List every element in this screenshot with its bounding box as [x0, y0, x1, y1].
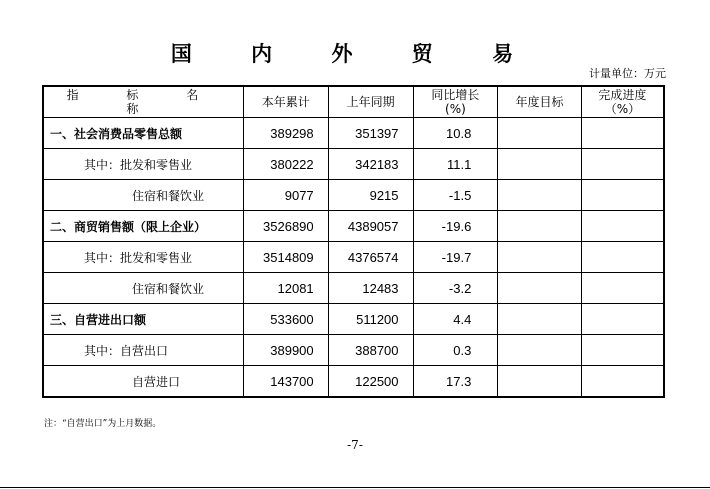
row-target	[498, 211, 581, 242]
header-progress	[581, 86, 664, 118]
row-name: 住宿和餐饮业	[43, 273, 243, 304]
row-yoy: -1.5	[413, 180, 498, 211]
row-progress	[581, 366, 664, 398]
row-yoy: 17.3	[413, 366, 498, 398]
table-row	[43, 180, 664, 211]
header-previous-year: 上年同期	[328, 86, 413, 118]
header-yoy-label: 同比增长	[431, 88, 480, 102]
header-current-year: 本年累计	[243, 86, 328, 118]
row-yoy: 10.8	[413, 118, 498, 149]
row-name: 其中：自营出口	[43, 335, 243, 366]
row-previous: 122500	[328, 366, 413, 398]
row-progress	[581, 273, 664, 304]
row-current: 389900	[243, 335, 328, 366]
row-yoy: 11.1	[413, 149, 498, 180]
row-previous: 342183	[328, 149, 413, 180]
row-yoy: -3.2	[413, 273, 498, 304]
header-progress-unit: （%）	[604, 102, 641, 116]
row-current: 9077	[243, 180, 328, 211]
row-current: 3514809	[243, 242, 328, 273]
row-progress	[581, 118, 664, 149]
row-target	[498, 149, 581, 180]
row-previous: 12483	[328, 273, 413, 304]
footnote: 注：“自营出口”为上月数据。	[44, 419, 162, 429]
table-row	[43, 211, 664, 242]
bottom-rule	[0, 487, 710, 488]
table-row	[43, 242, 664, 273]
header-progress-label: 完成进度	[598, 88, 647, 102]
row-target	[498, 273, 581, 304]
row-progress	[581, 180, 664, 211]
row-current: 12081	[243, 273, 328, 304]
row-target	[498, 242, 581, 273]
row-current: 380222	[243, 149, 328, 180]
row-name: 其中：批发和零售业	[43, 242, 243, 273]
row-previous: 4376574	[328, 242, 413, 273]
row-yoy: 0.3	[413, 335, 498, 366]
page-title: 国 内 外 贸 易	[170, 41, 540, 66]
table-row	[43, 304, 664, 335]
row-target	[498, 118, 581, 149]
row-progress	[581, 211, 664, 242]
row-name: 二、商贸销售额（限上企业）	[43, 211, 243, 242]
row-target	[498, 180, 581, 211]
page-number: -7-	[347, 438, 363, 452]
table-row	[43, 273, 664, 304]
header-yoy-unit: (%)	[445, 102, 466, 116]
header-indicator-name: 指 标 名 称	[43, 86, 243, 118]
row-current: 143700	[243, 366, 328, 398]
row-progress	[581, 304, 664, 335]
row-previous: 9215	[328, 180, 413, 211]
row-previous: 511200	[328, 304, 413, 335]
row-current: 3526890	[243, 211, 328, 242]
header-annual-target: 年度目标	[498, 86, 581, 118]
row-yoy: -19.7	[413, 242, 498, 273]
row-current: 389298	[243, 118, 328, 149]
row-name: 住宿和餐饮业	[43, 180, 243, 211]
row-yoy: 4.4	[413, 304, 498, 335]
row-name: 三、自营进出口额	[43, 304, 243, 335]
row-name: 其中：批发和零售业	[43, 149, 243, 180]
header-row	[43, 86, 664, 118]
row-current: 533600	[243, 304, 328, 335]
row-yoy: -19.6	[413, 211, 498, 242]
row-previous: 4389057	[328, 211, 413, 242]
table-row	[43, 366, 664, 398]
header-yoy-growth	[413, 86, 498, 118]
row-name: 一、社会消费品零售总额	[43, 118, 243, 149]
trade-table	[42, 85, 665, 398]
row-target	[498, 366, 581, 398]
row-target	[498, 335, 581, 366]
row-progress	[581, 149, 664, 180]
row-previous: 351397	[328, 118, 413, 149]
row-progress	[581, 242, 664, 273]
row-name: 自营进口	[43, 366, 243, 398]
table-row	[43, 149, 664, 180]
table-row	[43, 118, 664, 149]
row-progress	[581, 335, 664, 366]
row-previous: 388700	[328, 335, 413, 366]
table-row	[43, 335, 664, 366]
unit-label: 计量单位：万元	[589, 67, 666, 80]
row-target	[498, 304, 581, 335]
